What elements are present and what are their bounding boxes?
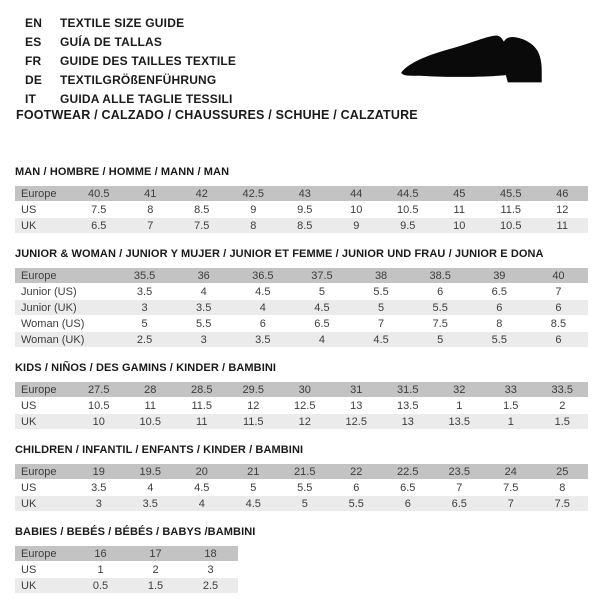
table-row xyxy=(15,218,588,233)
size-cell: 2 xyxy=(537,398,589,413)
size-cell: 11 xyxy=(125,398,177,413)
size-cell: 5 xyxy=(279,496,331,511)
size-cell: 13 xyxy=(382,414,434,429)
size-cell: 8.5 xyxy=(176,202,228,217)
language-row xyxy=(25,89,236,108)
size-cell: 45 xyxy=(434,186,486,201)
size-cell: 6.5 xyxy=(434,496,486,511)
size-cell: 27.5 xyxy=(73,382,125,397)
size-cell: 9 xyxy=(331,218,383,233)
size-cell: 5.5 xyxy=(411,300,470,315)
table-row xyxy=(15,546,238,561)
language-row xyxy=(25,51,236,70)
size-cell: 31.5 xyxy=(382,382,434,397)
language-title: TEXTILE SIZE GUIDE xyxy=(60,15,185,30)
size-table-section xyxy=(15,166,588,234)
size-cell: 10.5 xyxy=(382,202,434,217)
size-cell: 12 xyxy=(279,414,331,429)
size-cell: 9.5 xyxy=(279,202,331,217)
table-row xyxy=(15,398,588,413)
tables-container xyxy=(15,166,588,594)
size-cell: 1 xyxy=(73,562,128,577)
size-cell: 40.5 xyxy=(73,186,125,201)
size-cell: 13 xyxy=(331,398,383,413)
size-cell: 30 xyxy=(279,382,331,397)
row-label: Europe xyxy=(15,186,73,201)
table-row xyxy=(15,464,588,479)
size-cell: 12 xyxy=(228,398,280,413)
size-cell: 10 xyxy=(73,414,125,429)
size-cell: 6.5 xyxy=(73,218,125,233)
size-cell: 3.5 xyxy=(115,284,174,299)
size-cell: 10.5 xyxy=(73,398,125,413)
size-cell: 5.5 xyxy=(352,284,411,299)
size-cell: 5 xyxy=(228,480,280,495)
table-row xyxy=(15,300,588,315)
table-title: CHILDREN / INFANTIL / ENFANTS / KINDER / BAMBINI xyxy=(15,444,304,456)
size-cell: 10.5 xyxy=(485,218,537,233)
size-cell: 3.5 xyxy=(73,480,125,495)
size-cell: 6 xyxy=(331,480,383,495)
size-cell: 6 xyxy=(233,316,292,331)
size-table-section xyxy=(15,362,588,430)
size-cell: 10.5 xyxy=(125,414,177,429)
size-cell: 12.5 xyxy=(279,398,331,413)
size-cell: 23.5 xyxy=(434,464,486,479)
size-cell: 11.5 xyxy=(228,414,280,429)
size-cell: 13.5 xyxy=(382,398,434,413)
table-row xyxy=(15,480,588,495)
size-cell: 17 xyxy=(128,546,183,561)
size-cell: 42.5 xyxy=(228,186,280,201)
size-cell: 4 xyxy=(174,284,233,299)
size-cell: 1 xyxy=(434,398,486,413)
size-cell: 21 xyxy=(228,464,280,479)
size-cell: 9 xyxy=(228,202,280,217)
table-row xyxy=(15,316,588,331)
language-list xyxy=(25,13,236,108)
row-label: US xyxy=(15,480,73,495)
row-label: UK xyxy=(15,496,73,511)
size-cell: 4 xyxy=(292,332,351,347)
size-cell: 8.5 xyxy=(529,316,588,331)
row-label: UK xyxy=(15,578,73,593)
dress-shoe-icon xyxy=(394,31,576,95)
size-cell: 19.5 xyxy=(125,464,177,479)
size-cell: 33.5 xyxy=(537,382,589,397)
size-cell: 36.5 xyxy=(233,268,292,283)
language-row xyxy=(25,13,236,32)
size-cell: 21.5 xyxy=(279,464,331,479)
size-cell: 8 xyxy=(125,202,177,217)
size-cell: 11.5 xyxy=(485,202,537,217)
size-table xyxy=(15,185,588,234)
size-cell: 6 xyxy=(411,284,470,299)
size-cell: 1.5 xyxy=(128,578,183,593)
language-title: GUIDE DES TAILLES TEXTILE xyxy=(60,53,237,68)
size-cell: 7.5 xyxy=(485,480,537,495)
size-cell: 44 xyxy=(331,186,383,201)
size-cell: 3.5 xyxy=(233,332,292,347)
size-cell: 25 xyxy=(537,464,589,479)
size-cell: 19 xyxy=(73,464,125,479)
size-cell: 5.5 xyxy=(331,496,383,511)
size-cell: 31 xyxy=(331,382,383,397)
size-cell: 8.5 xyxy=(279,218,331,233)
table-row xyxy=(15,186,588,201)
size-cell: 35.5 xyxy=(115,268,174,283)
language-code: IT xyxy=(25,91,37,106)
table-title: MAN / HOMBRE / HOMME / MANN / MAN xyxy=(15,166,230,178)
size-cell: 11 xyxy=(537,218,589,233)
size-cell: 38.5 xyxy=(411,268,470,283)
size-cell: 8 xyxy=(470,316,529,331)
size-cell: 1.5 xyxy=(485,398,537,413)
size-cell: 29.5 xyxy=(228,382,280,397)
size-cell: 20 xyxy=(176,464,228,479)
size-cell: 9.5 xyxy=(382,218,434,233)
language-title: GUIDA ALLE TAGLIE TESSILI xyxy=(60,91,233,106)
size-cell: 5 xyxy=(115,316,174,331)
table-row xyxy=(15,382,588,397)
size-cell: 2 xyxy=(128,562,183,577)
language-code: FR xyxy=(25,53,42,68)
size-table-section xyxy=(15,444,588,512)
size-cell: 22 xyxy=(331,464,383,479)
size-table-section xyxy=(15,248,588,348)
size-cell: 4.5 xyxy=(292,300,351,315)
table-row xyxy=(15,578,238,593)
size-table xyxy=(15,267,588,348)
size-cell: 33 xyxy=(485,382,537,397)
row-label: Europe xyxy=(15,464,73,479)
row-label: Junior (UK) xyxy=(15,300,115,315)
size-cell: 7.5 xyxy=(176,218,228,233)
size-cell: 3 xyxy=(73,496,125,511)
size-cell: 5.5 xyxy=(174,316,233,331)
size-cell: 7.5 xyxy=(73,202,125,217)
size-cell: 6 xyxy=(382,496,434,511)
row-label: US xyxy=(15,202,73,217)
size-cell: 3 xyxy=(115,300,174,315)
size-cell: 8 xyxy=(228,218,280,233)
size-table xyxy=(15,381,588,430)
size-cell: 5.5 xyxy=(279,480,331,495)
size-cell: 5.5 xyxy=(470,332,529,347)
language-code: DE xyxy=(25,72,43,87)
table-title: BABIES / BEBÉS / BÉBÉS / BABYS /BAMBINI xyxy=(15,526,256,538)
row-label: Europe xyxy=(15,268,115,283)
size-cell: 43 xyxy=(279,186,331,201)
size-cell: 0.5 xyxy=(73,578,128,593)
row-label: Woman (US) xyxy=(15,316,115,331)
size-cell: 13.5 xyxy=(434,414,486,429)
size-table xyxy=(15,545,238,594)
size-cell: 36 xyxy=(174,268,233,283)
language-code: EN xyxy=(25,15,43,30)
table-row xyxy=(15,332,588,347)
size-cell: 2.5 xyxy=(115,332,174,347)
language-title: GUÍA DE TALLAS xyxy=(60,34,163,49)
row-label: Woman (UK) xyxy=(15,332,115,347)
size-cell: 37.5 xyxy=(292,268,351,283)
table-row xyxy=(15,562,238,577)
size-cell: 7 xyxy=(352,316,411,331)
language-row xyxy=(25,32,236,51)
size-cell: 18 xyxy=(183,546,238,561)
row-label: US xyxy=(15,562,73,577)
size-cell: 6 xyxy=(529,300,588,315)
size-cell: 4.5 xyxy=(228,496,280,511)
size-table xyxy=(15,463,588,512)
size-cell: 8 xyxy=(537,480,589,495)
size-cell: 7 xyxy=(125,218,177,233)
row-label: Junior (US) xyxy=(15,284,115,299)
table-row xyxy=(15,268,588,283)
size-cell: 4 xyxy=(233,300,292,315)
size-cell: 10 xyxy=(434,218,486,233)
size-cell: 11 xyxy=(434,202,486,217)
table-title: JUNIOR & WOMAN / JUNIOR Y MUJER / JUNIOR ET FEMME / JUNIOR UND FRAU / JUNIOR E DONA xyxy=(15,248,544,260)
size-cell: 2.5 xyxy=(183,578,238,593)
size-cell: 42 xyxy=(176,186,228,201)
language-code: ES xyxy=(25,34,42,49)
size-cell: 5 xyxy=(292,284,351,299)
size-cell: 7 xyxy=(529,284,588,299)
size-cell: 1 xyxy=(485,414,537,429)
row-label: Europe xyxy=(15,382,73,397)
size-cell: 28.5 xyxy=(176,382,228,397)
size-cell: 46 xyxy=(537,186,589,201)
size-cell: 3.5 xyxy=(125,496,177,511)
row-label: UK xyxy=(15,218,73,233)
size-cell: 39 xyxy=(470,268,529,283)
size-cell: 41 xyxy=(125,186,177,201)
size-cell: 7 xyxy=(434,480,486,495)
size-cell: 7.5 xyxy=(411,316,470,331)
size-cell: 16 xyxy=(73,546,128,561)
size-cell: 7 xyxy=(485,496,537,511)
size-cell: 7.5 xyxy=(537,496,589,511)
table-title: KIDS / NIÑOS / DES GAMINS / KINDER / BAMBINI xyxy=(15,362,277,374)
category-title: FOOTWEAR / CALZADO / CHAUSSURES / SCHUHE / CALZATURE xyxy=(16,108,418,122)
size-cell: 5 xyxy=(411,332,470,347)
size-cell: 3 xyxy=(183,562,238,577)
size-cell: 40 xyxy=(529,268,588,283)
size-cell: 12 xyxy=(537,202,589,217)
size-cell: 6.5 xyxy=(470,284,529,299)
size-cell: 4.5 xyxy=(352,332,411,347)
row-label: UK xyxy=(15,414,73,429)
size-cell: 45.5 xyxy=(485,186,537,201)
size-cell: 10 xyxy=(331,202,383,217)
size-cell: 28 xyxy=(125,382,177,397)
size-cell: 44.5 xyxy=(382,186,434,201)
size-cell: 11.5 xyxy=(176,398,228,413)
row-label: Europe xyxy=(15,546,73,561)
size-cell: 6 xyxy=(470,300,529,315)
table-row xyxy=(15,496,588,511)
size-cell: 1.5 xyxy=(537,414,589,429)
table-row xyxy=(15,202,588,217)
size-cell: 22.5 xyxy=(382,464,434,479)
size-cell: 32 xyxy=(434,382,486,397)
size-table-section xyxy=(15,526,588,594)
size-cell: 12.5 xyxy=(331,414,383,429)
size-cell: 24 xyxy=(485,464,537,479)
size-cell: 38 xyxy=(352,268,411,283)
size-cell: 3 xyxy=(174,332,233,347)
table-row xyxy=(15,414,588,429)
language-title: TEXTILGRÖßENFÜHRUNG xyxy=(60,72,217,87)
size-cell: 6.5 xyxy=(292,316,351,331)
size-cell: 5 xyxy=(352,300,411,315)
size-cell: 6.5 xyxy=(382,480,434,495)
size-cell: 4.5 xyxy=(233,284,292,299)
size-cell: 4 xyxy=(125,480,177,495)
size-cell: 6 xyxy=(529,332,588,347)
language-row xyxy=(25,70,236,89)
size-cell: 3.5 xyxy=(174,300,233,315)
row-label: US xyxy=(15,398,73,413)
table-row xyxy=(15,284,588,299)
size-cell: 11 xyxy=(176,414,228,429)
size-cell: 4.5 xyxy=(176,480,228,495)
size-cell: 4 xyxy=(176,496,228,511)
